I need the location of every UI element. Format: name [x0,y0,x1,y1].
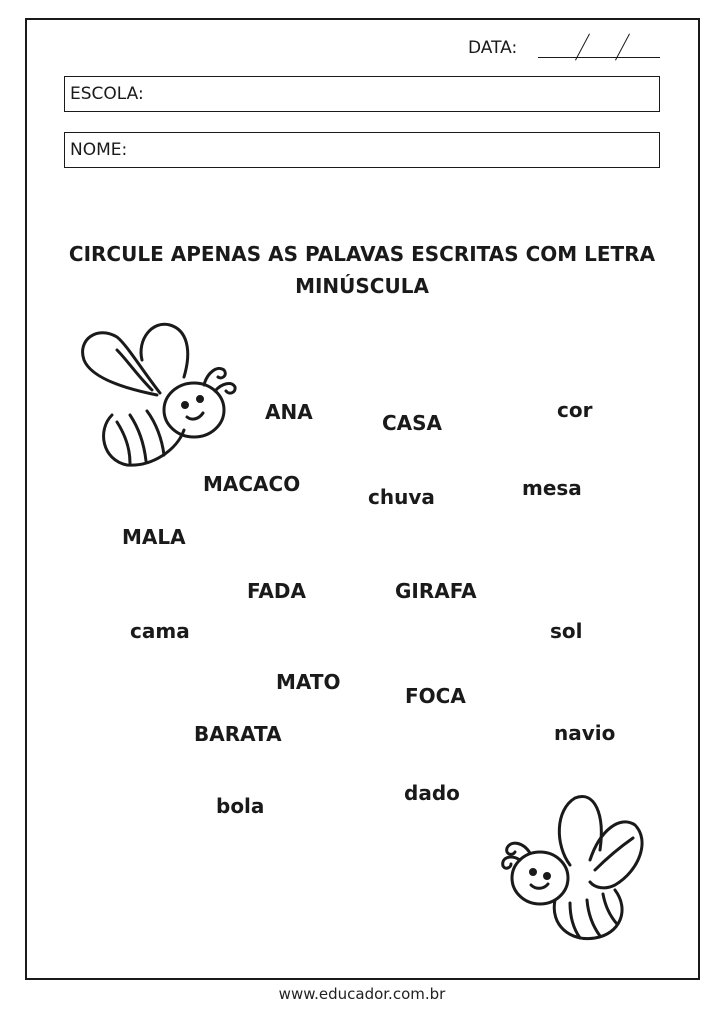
date-field[interactable] [538,57,660,58]
word-item[interactable]: MALA [122,525,186,549]
word-item[interactable]: dado [404,781,460,805]
school-field[interactable] [64,76,660,112]
word-item[interactable]: cama [130,619,190,643]
name-field[interactable] [64,132,660,168]
name-label: NOME: [70,140,128,160]
word-item[interactable]: cor [557,398,593,422]
footer-website: www.educador.com.br [278,985,446,1003]
bee-icon [495,790,645,945]
word-item[interactable]: FOCA [405,684,466,708]
word-item[interactable]: MACACO [203,472,301,496]
word-item[interactable]: sol [550,619,583,643]
word-item[interactable]: CASA [382,411,443,435]
date-label: DATA: [468,38,518,58]
word-item[interactable]: navio [554,721,616,745]
instructions-line-2: MINÚSCULA [295,274,429,298]
word-item[interactable]: mesa [522,476,582,500]
instructions-title [40,238,684,302]
word-item[interactable]: GIRAFA [395,579,477,603]
word-item[interactable]: ANA [265,400,313,424]
word-item[interactable]: bola [216,794,265,818]
instructions-line-1: CIRCULE APENAS AS PALAVAS ESCRITAS COM LETRA [68,242,656,266]
bee-icon [72,315,242,475]
word-item[interactable]: MATO [276,670,341,694]
word-item[interactable]: chuva [368,485,435,509]
word-item[interactable]: FADA [247,579,306,603]
school-label: ESCOLA: [70,84,144,104]
word-item[interactable]: BARATA [194,722,282,746]
